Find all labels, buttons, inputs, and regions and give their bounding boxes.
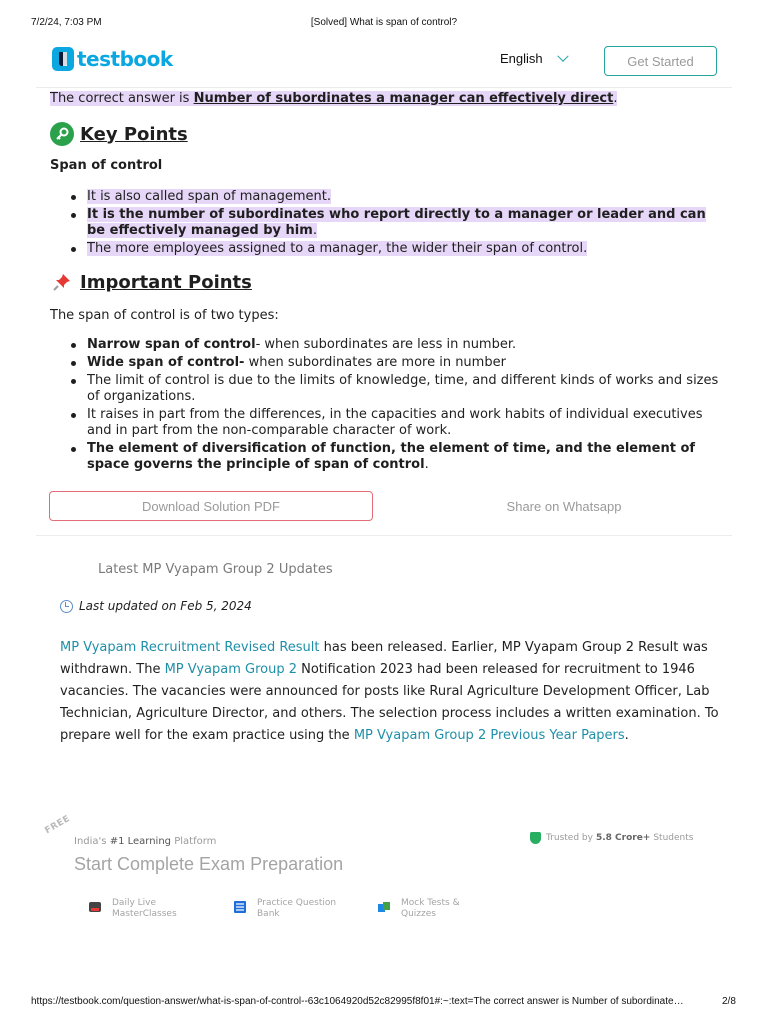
print-datetime: 7/2/24, 7:03 PM (31, 17, 102, 28)
testbook-logo-icon (52, 47, 74, 71)
last-updated (60, 599, 252, 613)
free-badge: FREE (43, 813, 73, 837)
answer-suffix: . (613, 91, 618, 106)
trusted-badge: Trusted by 5.8 Crore+ Students (530, 832, 693, 844)
list-item: The limit of control is due to the limits of knowledge, time, and different kinds of works and sizes of organizations. (50, 373, 720, 405)
feature-mock-tests: Mock Tests & Quizzes (377, 898, 460, 920)
chevron-down-icon (557, 50, 568, 61)
site-header (36, 40, 732, 88)
page-number: 2/8 (722, 996, 736, 1007)
promo-title: Start Complete Exam Preparation (74, 854, 344, 874)
list-item: It is also called span of management. (50, 189, 720, 205)
key-points-list (50, 189, 720, 259)
share-whatsapp-button[interactable]: Share on Whatsapp (420, 491, 708, 521)
feature-question-bank: Practice Question Bank (233, 898, 336, 920)
testbook-logo[interactable] (52, 46, 173, 72)
feature-live-classes: Daily Live MasterClasses (88, 898, 177, 920)
list-item: It is the number of subordinates who report directly to a manager or leader and can be effectively managed by him. (50, 207, 720, 239)
list-item: The more employees assigned to a manager, the wider their span of control. (50, 241, 720, 257)
list-item: It raises in part from the differences, in the capacities and work habits of individual executives and in part from the non-comparable character of work. (50, 407, 720, 439)
group2-link[interactable]: MP Vyapam Group 2 (164, 662, 297, 677)
key-points-subtitle: Span of control (50, 158, 163, 173)
answer-prefix: The correct answer is (50, 91, 194, 106)
key-points-title: Key Points (80, 123, 188, 145)
shield-icon (530, 832, 541, 844)
pushpin-icon (50, 270, 74, 294)
last-updated-text: Last updated on Feb 5, 2024 (79, 599, 252, 613)
updates-title: Latest MP Vyapam Group 2 Updates (98, 562, 333, 577)
promo-tagline: India's #1 Learning Platform (74, 836, 217, 847)
get-started-button[interactable]: Get Started (604, 46, 717, 76)
key-icon (50, 122, 74, 146)
recruitment-result-link[interactable]: MP Vyapam Recruitment Revised Result (60, 640, 320, 655)
important-points-intro: The span of control is of two types: (50, 308, 279, 323)
list-item: Narrow span of control- when subordinates are less in number. (50, 337, 720, 353)
promo-banner[interactable] (36, 810, 732, 930)
list-icon (233, 900, 247, 914)
correct-answer (50, 90, 617, 107)
answer-text: Number of subordinates a manager can effectively direct (193, 91, 614, 106)
print-url: https://testbook.com/question-answer/what-is-span-of-control--63c1064920d52c82995f8f01#:~:text=The correct answer is Number of subordinate… (31, 996, 684, 1007)
updates-paragraph: MP Vyapam Recruitment Revised Result has been released. Earlier, MP Vyapam Group 2 Result was withdrawn. The MP Vyapam Group 2 Notification 2023 had been released for recruitment to 1946 vacancies. The vacancies were announced for posts like Rural Agriculture Development Officer, Lab Technician, Agriculture Director, and others. The selection process includes a written examination. To prepare well for the exam practice using the MP Vyapam Group 2 Previous Year Papers. (60, 640, 719, 743)
list-item: Wide span of control- when subordinates are more in number (50, 355, 720, 371)
language-label: English (500, 51, 543, 66)
important-points-title: Important Points (80, 271, 252, 293)
previous-papers-link[interactable]: MP Vyapam Group 2 Previous Year Papers (353, 728, 625, 743)
important-points-heading (50, 270, 252, 294)
list-item: The element of diversification of function, the element of time, and the element of space governs the principle of span of control. (50, 441, 720, 473)
quiz-icon (377, 900, 391, 914)
print-header (0, 17, 768, 29)
clock-icon (60, 600, 73, 613)
download-solution-pdf-button[interactable]: Download Solution PDF (49, 491, 373, 521)
divider (36, 535, 732, 536)
live-class-icon (88, 900, 102, 914)
key-points-heading (50, 122, 188, 146)
important-points-list (50, 337, 720, 475)
print-title: [Solved] What is span of control? (310, 17, 458, 28)
logo-text: testbook (77, 47, 173, 71)
language-selector[interactable] (500, 51, 567, 66)
